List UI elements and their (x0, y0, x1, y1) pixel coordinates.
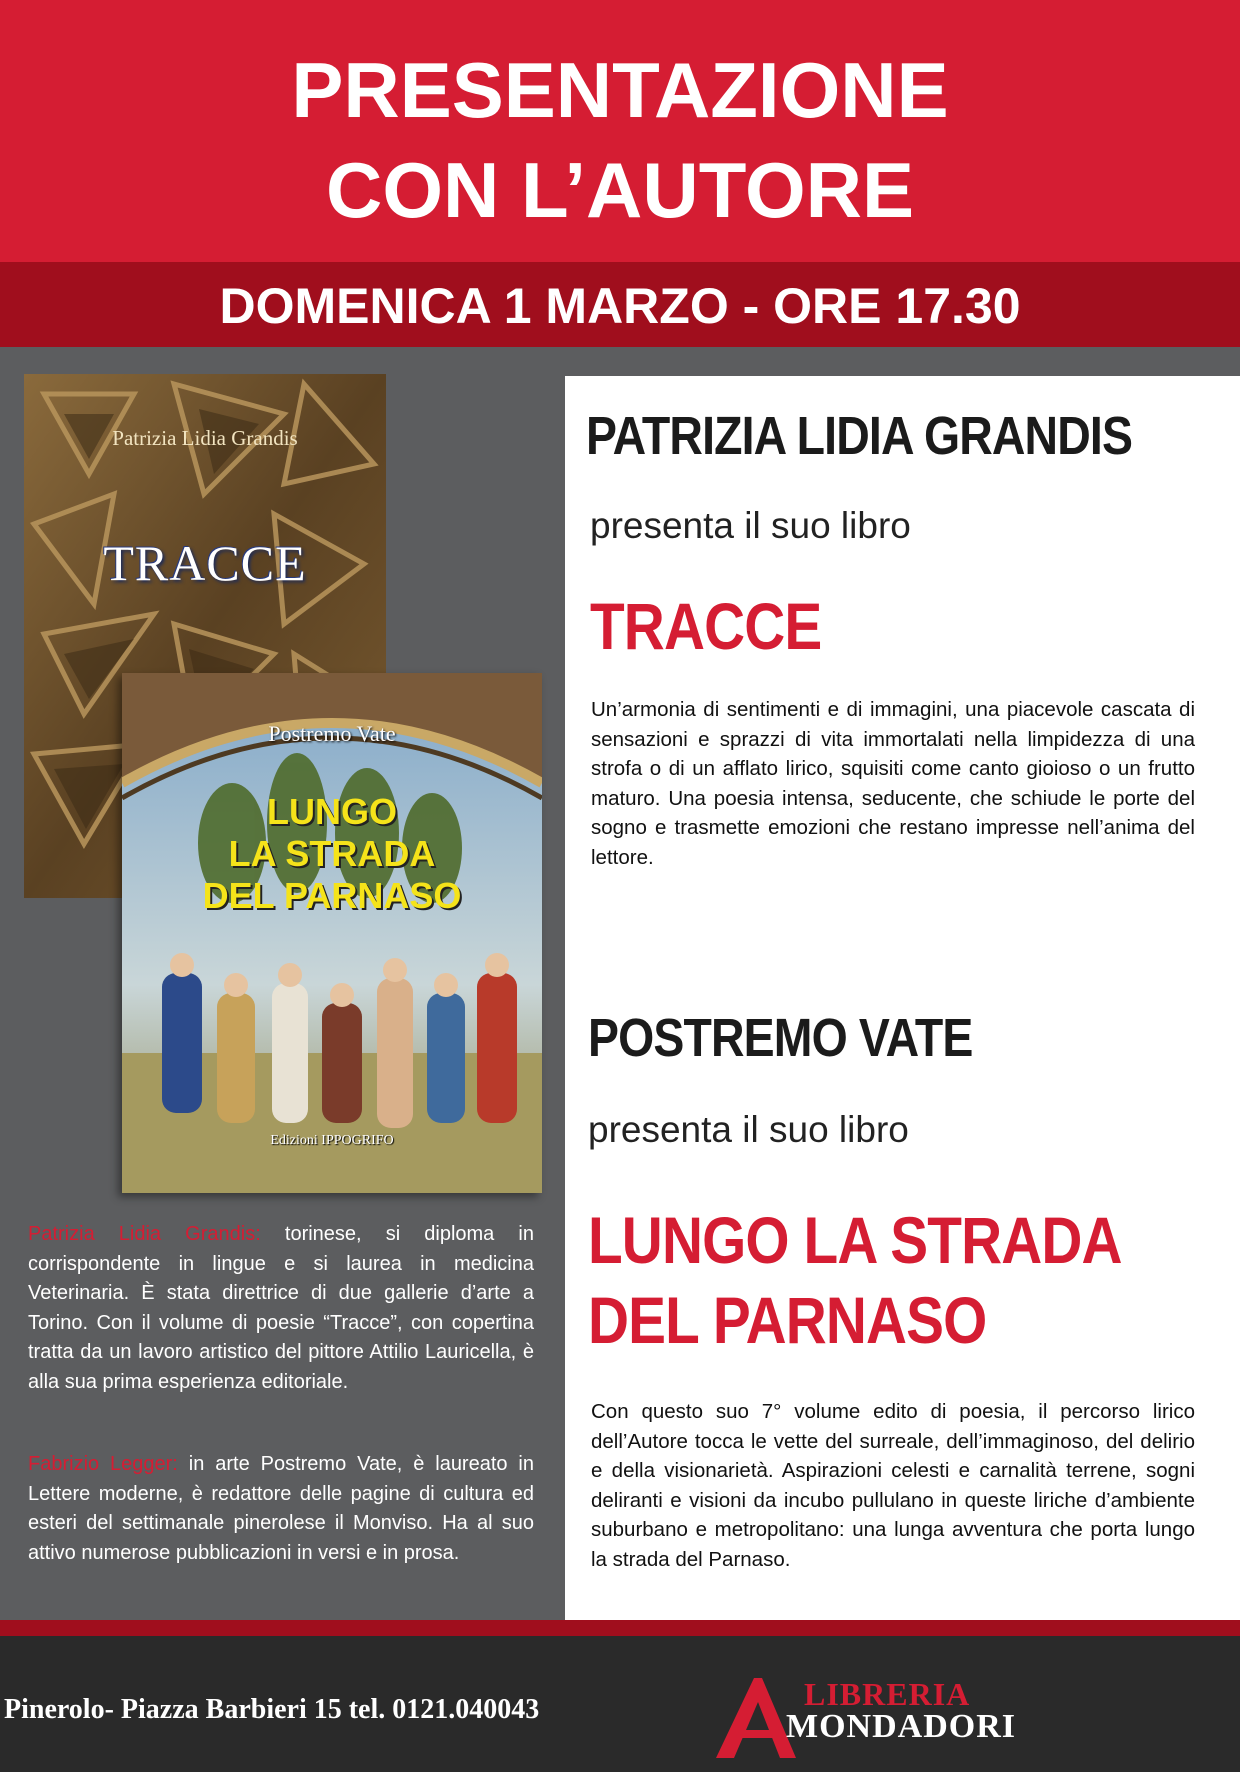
cover-lungo-author: Postremo Vate (268, 721, 396, 746)
logo-libreria: LIBRERIA (804, 1676, 971, 1712)
fresco-painting (122, 673, 542, 1193)
footer-divider (0, 1620, 1240, 1636)
presents-label-1: presenta il suo libro (590, 505, 911, 546)
bio-grandis (28, 1220, 534, 1397)
description-lungo: Con questo suo 7° volume edito di poesia, il percorso lirico dell’Autore tocca le vette del surreale, dell’immaginoso, del delirio e della visionarietà. Aspirazioni celesti e carnalità terrene, sogni deliranti e visioni da incubo pullulano in queste liriche d’ambiente suburbano e metropolitano: una lunga avventura che porta lungo la strada del Parnaso. (591, 1400, 1195, 1571)
author-postremo-vate: POSTREMO VATE (588, 1008, 973, 1068)
libreria-mondadori-logo (710, 1672, 1090, 1762)
headline (0, 40, 1240, 240)
cover-lungo-title: LUNGO LA STRADA DEL PARNASO (202, 791, 462, 916)
bio-legger-name: Fabrizio Legger: (28, 1453, 178, 1475)
header-banner (0, 0, 1240, 262)
cover-lungo-publisher: Edizioni IPPOGRIFO (270, 1133, 394, 1148)
store-address: Pinerolo- Piazza Barbieri 15 tel. 0121.040043 (4, 1694, 540, 1725)
book-title-tracce: TRACCE (590, 589, 822, 663)
logo-mondadori: MONDADORI (786, 1708, 1016, 1745)
author-grandis: PATRIZIA LIDIA GRANDIS (586, 406, 1133, 466)
book-title-lungo-line-1: LUNGO LA STRADA (588, 1203, 1122, 1277)
description-tracce: Un’armonia di sentimenti e di immagini, una piacevole cascata di sensazioni e sprazzi di vita immortalati nella limpidezza di una strofa o di un afflato lirico, squisiti come canto gioioso o un frutto maturo. Una poesia intensa, seducente, che schiude le porte del sogno e trasmette emozioni che restano impresse nell’anima del lettore. (591, 698, 1195, 869)
presents-label-2: presenta il suo libro (588, 1109, 909, 1150)
cover-tracce-title: TRACCE (103, 535, 307, 591)
headline-line-1: PRESENTAZIONE (291, 46, 949, 134)
cover-tracce-author: Patrizia Lidia Grandis (112, 426, 298, 450)
bio-legger (28, 1450, 534, 1568)
headline-line-2: CON L’AUTORE (326, 146, 914, 234)
book-title-lungo-line-2: DEL PARNASO (588, 1283, 987, 1357)
bio-grandis-name: Patrizia Lidia Grandis: (28, 1223, 261, 1245)
bio-grandis-text: torinese, si diploma in corrispondente in lingue e si laurea in medicina Veterinaria. È stata direttrice di due gallerie d’arte a Torino. Con il volume di poesie “Tracce”, con copertina tratta da un lavoro artistico del pittore Attilio Lauricella, è alla sua prima esperienza editoriale. (28, 1223, 534, 1393)
cover-lungo (122, 673, 542, 1193)
event-date: DOMENICA 1 MARZO - ORE 17.30 (0, 262, 1240, 347)
bio-legger-text: in arte Postremo Vate, è laureato in Lettere moderne, è redattore delle pagine di cultura ed esteri del settimanale pinerolese il Monviso. Ha al suo attivo numerose pubblicazioni in versi e in prosa. (28, 1453, 534, 1564)
